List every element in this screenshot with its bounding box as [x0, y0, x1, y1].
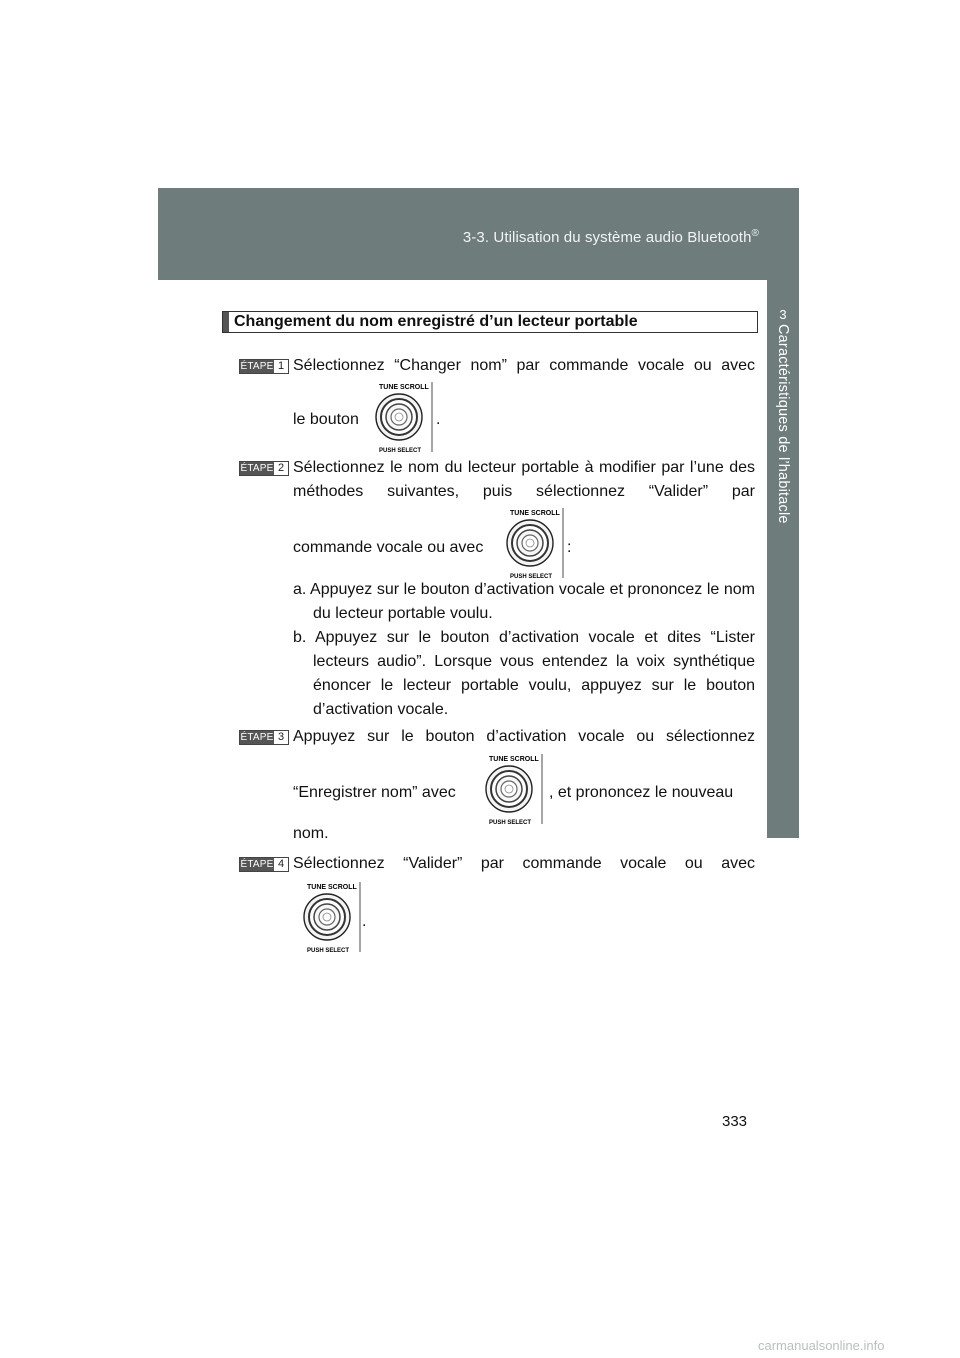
knob-label-bottom: PUSH SELECT	[510, 574, 553, 580]
chapter-title: Caractéristiques de l’habitacle	[775, 324, 791, 524]
step-4-line-1: Sélectionnez “Valider” par commande vocale ou avec	[293, 855, 755, 872]
step-badge-number: 2	[277, 462, 285, 474]
tune-scroll-knob-icon	[472, 752, 552, 826]
step-1-line-2-end: .	[436, 411, 441, 428]
tune-scroll-knob-icon	[362, 380, 442, 454]
step-badge-number: 3	[277, 731, 285, 743]
section-heading-text: Changement du nom enregistré d’un lecteur portable	[234, 313, 638, 330]
header-band	[158, 188, 799, 280]
step-4-line-2-end: .	[362, 913, 367, 930]
step-3-line-2: “Enregistrer nom” avec	[293, 784, 456, 801]
step-3-line-3: nom.	[293, 825, 329, 842]
chapter-number: 3	[779, 307, 787, 322]
knob-label-bottom: PUSH SELECT	[379, 448, 422, 454]
step-badge-number: 4	[277, 858, 285, 870]
tune-scroll-knob-icon	[493, 506, 573, 580]
chapter-side-tab	[767, 280, 799, 838]
step-badge-label: ÉTAPE	[240, 859, 274, 870]
knob-label-top: TUNE SCROLL	[379, 384, 429, 391]
step-2-text: Sélectionnez le nom du lecteur portable à modifier par l’une des méthodes suivantes, puis sélectionnez “Valider” par	[293, 459, 755, 500]
step-2-option-b: b. Appuyez sur le bouton d’activation vocale et dites “Lister lecteurs audio”. Lorsque vous entendez la voix synthétique énoncer le lecteur portable voulu, appuyez sur le bouton d’activation vocale.	[293, 629, 755, 718]
step-2-option-a: a. Appuyez sur le bouton d’activation vocale et prononcez le nom du lecteur portable voulu.	[293, 581, 755, 622]
knob-label-top: TUNE SCROLL	[510, 510, 560, 517]
knob-label-bottom: PUSH SELECT	[307, 948, 350, 954]
step-badge-label: ÉTAPE	[240, 732, 274, 743]
step-badge-number: 1	[277, 360, 285, 372]
knob-label-top: TUNE SCROLL	[307, 884, 357, 891]
tune-scroll-knob-icon	[290, 880, 370, 954]
step-badge-4	[239, 857, 289, 872]
header-section-title: 3-3. Utilisation du système audio Bluetooth®	[462, 228, 759, 246]
section-heading-bar	[223, 312, 229, 332]
step-1-line-1: Sélectionnez “Changer nom” par commande vocale ou avec	[293, 357, 755, 374]
step-3-line-1: Appuyez sur le bouton d’activation vocale ou sélectionnez	[293, 728, 755, 745]
step-2-line-3: commande vocale ou avec	[293, 539, 484, 556]
section-heading	[222, 311, 758, 333]
step-2-line-3-end: :	[567, 539, 572, 556]
step-badge-3	[239, 730, 289, 745]
step-badge-2	[239, 461, 289, 476]
knob-label-bottom: PUSH SELECT	[489, 820, 532, 826]
step-badge-1	[239, 359, 289, 374]
step-badge-label: ÉTAPE	[240, 361, 274, 372]
step-1-line-2: le bouton	[293, 411, 359, 428]
step-badge-label: ÉTAPE	[240, 463, 274, 474]
watermark[interactable]: carmanualsonline.info	[758, 1338, 885, 1353]
knob-label-top: TUNE SCROLL	[489, 756, 539, 763]
step-3-line-2-end: , et prononcez le nouveau	[549, 784, 734, 801]
page-number: 333	[722, 1113, 748, 1130]
